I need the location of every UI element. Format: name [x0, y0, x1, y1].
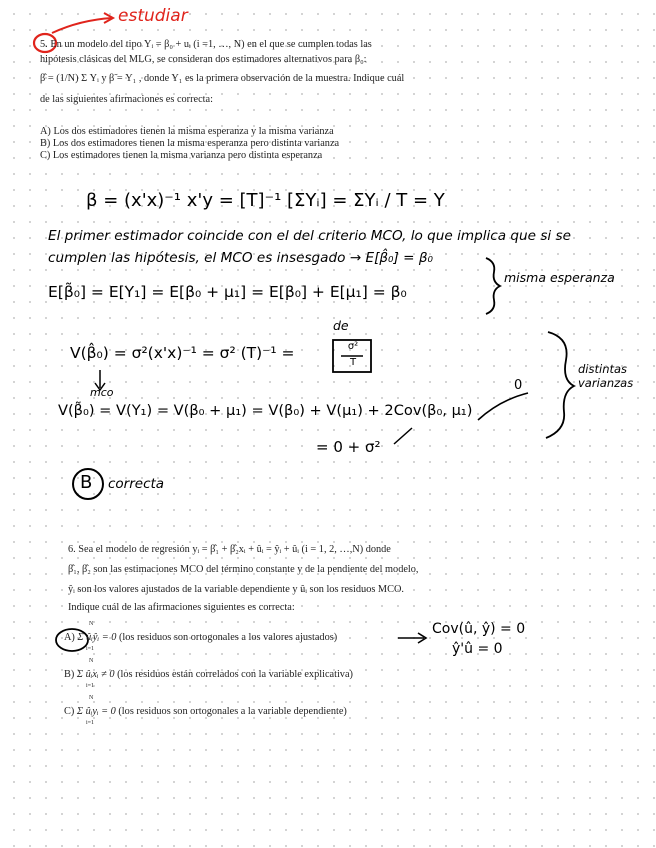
hw-answer-letter: B: [80, 472, 93, 493]
hw-equation-2: E[β̃₀] = E[Y₁] = E[β₀ + μ₁] = E[β₀] + E[μ₁] = β₀: [48, 283, 407, 301]
q6-line3: ŷᵢ son los valores ajustados de la variable dependiente y ûᵢ son los residuos MCO.: [68, 584, 404, 595]
q6-option-a-expr: Σ ûᵢŷᵢ = 0: [77, 632, 117, 643]
hw-misma-esperanza: misma esperanza: [504, 270, 615, 285]
hw-equation-3: V(β̂₀) = σ²(x'x)⁻¹ = σ² (T)⁻¹ =: [70, 344, 295, 362]
hw-equation-4: V(β̃₀) = V(Y₁) = V(β₀ + μ₁) = V(β₀) + V(μ₁) + 2Cov(β₀, μ₁): [58, 402, 473, 419]
q5-number: 5.: [40, 39, 48, 50]
q6-option-c-expr: Σ ûᵢyᵢ = 0: [76, 706, 116, 717]
sum-a-upper: N: [89, 621, 94, 627]
q5-line2: hipótesis clásicas del MLG, se consideran dos estimadores alternativos para β₀:: [40, 54, 367, 65]
arrow-to-sigma: [394, 428, 412, 444]
q5-option-b: B) Los dos estimadores tienen la misma esperanza pero distinta varianza: [40, 138, 340, 149]
q6-option-b-text: (los residuos están correlados con la variable explicativa): [117, 669, 353, 680]
q6-option-c-letter: C): [64, 706, 75, 717]
q6-option-c-text: (los residuos son ortogonales a la variable dependiente): [118, 706, 347, 717]
sum-c-upper: N: [89, 695, 94, 701]
hw-answer-word: correcta: [108, 476, 165, 492]
hw-q6-orthogonal: ŷ'û = 0: [452, 641, 503, 657]
hw-note-2: cumplen las hipótesis, el MCO es insesgado → E[β̂₀] = β₀: [48, 250, 433, 266]
q6-option-b-letter: B): [64, 669, 75, 680]
sum-b-upper: N: [89, 658, 94, 664]
sum-b-lower: i=1: [86, 683, 95, 689]
q6-option-a-letter: A): [64, 632, 75, 643]
q5-line1: En un modelo del tipo Yᵢ = β₀ + uᵢ (i =1, …, N) en el que se cumplen todas las: [50, 39, 372, 50]
q6-option-c: [64, 704, 424, 719]
q5-option-c: C) Los estimadores tienen la misma varianza pero distinta esperanza: [40, 150, 323, 161]
q6-option-a: [64, 630, 404, 645]
hw-boxed-sigma: σ²: [347, 341, 359, 352]
sum-c-lower: i=1: [86, 720, 95, 726]
q6-option-a-text: (los residuos son ortogonales a los valores ajustados): [118, 632, 338, 643]
hw-mco: mco: [90, 386, 114, 399]
hw-boxed-T: T: [349, 357, 357, 368]
brace-misma-esperanza: [486, 258, 500, 314]
q6-option-b-expr: Σ ûᵢxᵢ ≠ 0: [76, 669, 115, 680]
hw-equation-5: = 0 + σ²: [316, 438, 381, 456]
q6-line1: 6. Sea el modelo de regresión yᵢ = β̂₁ + β̂₂xᵢ + ûᵢ = ŷᵢ + ûᵢ (i = 1, 2, …,N) donde: [68, 544, 391, 555]
sum-a-lower: i=1: [86, 646, 95, 652]
hw-distintas: distintas: [578, 362, 628, 376]
annotation-estudiar: estudiar: [118, 6, 188, 26]
hw-equation-1: β = (x'x)⁻¹ x'y = [T]⁻¹ [ΣYᵢ] = ΣYᵢ / T = Y: [86, 190, 445, 211]
q6-option-b: [64, 667, 424, 682]
q6-line4: Indique cuál de las afirmaciones siguientes es correcta:: [68, 602, 295, 613]
question-6: [68, 540, 508, 615]
hw-zero-above-cov: 0: [514, 378, 523, 393]
hw-q6-cov: Cov(û, ŷ) = 0: [432, 621, 526, 637]
brace-distintas-varianzas: [546, 332, 574, 438]
q5-line3: β̂ = (1/N) Σ Yᵢ y β̃ = Y₁ , donde Y₁ es la primera observación de la muestra. Indique cuál: [40, 73, 405, 84]
hw-varianzas: varianzas: [578, 376, 634, 390]
q6-line2: β̂₁, β̂₂ son las estimaciones MCO del término constante y de la pendiente del modelo,: [68, 564, 419, 575]
cov-strikethrough: [478, 393, 528, 420]
q5-line4: de las siguientes afirmaciones es correcta:: [40, 94, 213, 105]
hw-note-1: El primer estimador coincide con el del criterio MCO, lo que implica que si se: [48, 228, 571, 244]
hw-de: de: [333, 318, 349, 333]
q5-option-a: A) Los dos estimadores tienen la misma esperanza y la misma varianza: [40, 126, 334, 137]
